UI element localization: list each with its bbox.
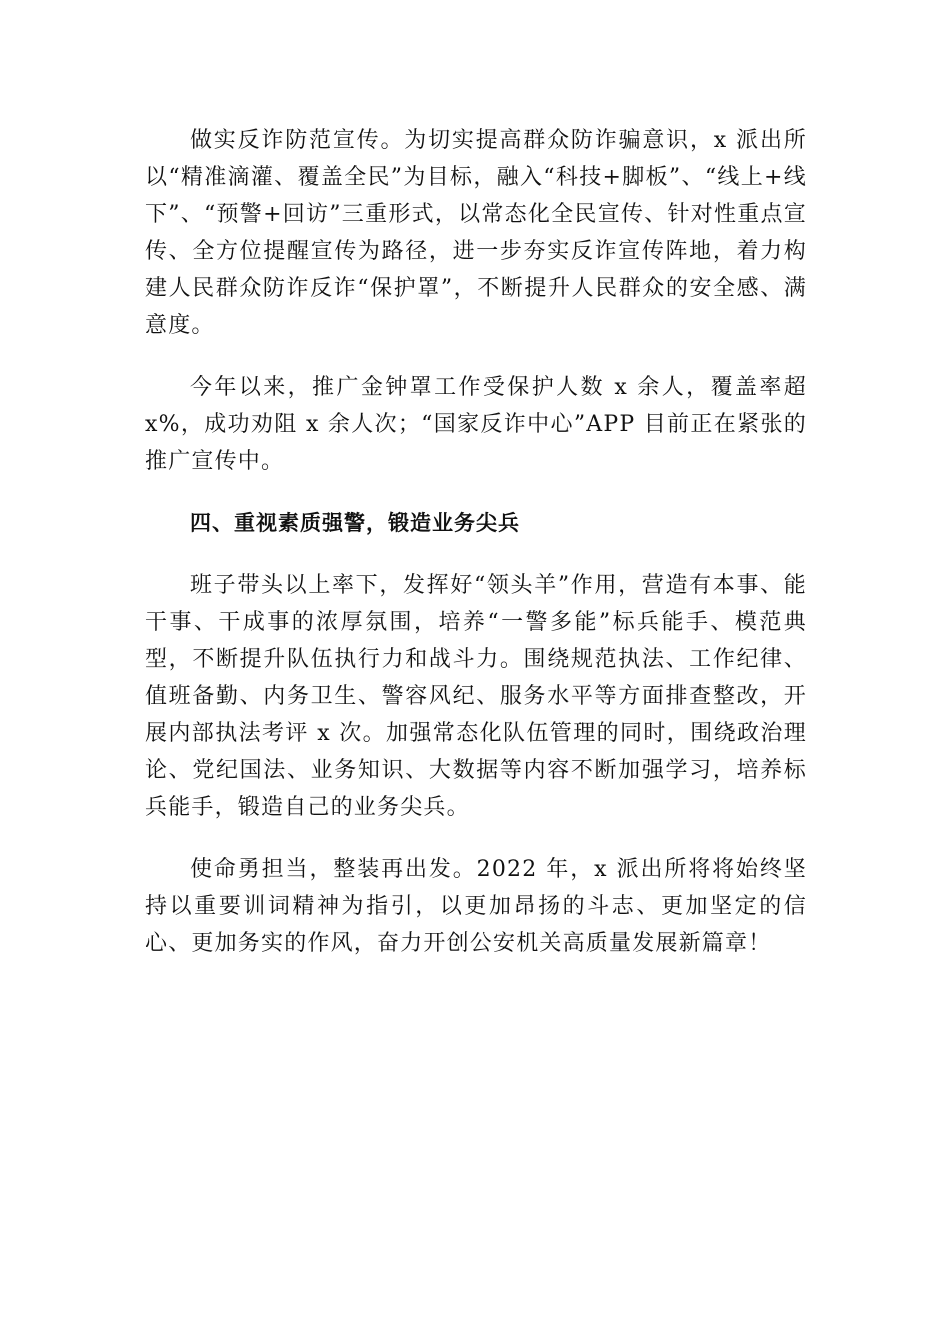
section-heading: 四、重视素质强警，锻造业务尖兵 bbox=[190, 511, 520, 535]
paragraph-team-building: 班子带头以上率下，发挥好“领头羊”作用，营造有本事、能干事、干成事的浓厚氛围，培养“一警多能”标兵能手、模范典型，不断提升队伍执行力和战斗力。围绕规范执法、工作纪律、值班备勤、内务卫生、警容风纪、服务水平等方面排查整改，开展内部执法考评 x 次。加强常态化队伍管理的同时，围绕政治理论、党纪国法、业务知识、大数据等内容不断加强学习，培养标兵能手，锻造自己的业务尖兵。 bbox=[145, 573, 807, 820]
document-body bbox=[145, 122, 807, 987]
paragraph-conclusion: 使命勇担当，整装再出发。2022 年，x 派出所将将始终坚持以重要训词精神为指引，以更加昂扬的斗志、更加坚定的信心、更加务实的作风，奋力开创公安机关高质量发展新篇章！ bbox=[145, 857, 807, 956]
paragraph-anti-fraud-publicity: 做实反诈防范宣传。为切实提高群众防诈骗意识，x 派出所以“精准滴灌、覆盖全民”为目标，融入“科技+脚板”、“线上+线下”、“预警+回访”三重形式，以常态化全民宣传、针对性重点宣传、全方位提醒宣传为路径，进一步夯实反诈宣传阵地，着力构建人民群众防诈反诈“保护罩”，不断提升人民群众的安全感、满意度。 bbox=[145, 128, 807, 338]
paragraph-anti-fraud-results: 今年以来，推广金钟罩工作受保护人数 x 余人，覆盖率超 x%，成功劝阻 x 余人次；“国家反诈中心”APP 目前正在紧张的推广宣传中。 bbox=[145, 375, 807, 474]
